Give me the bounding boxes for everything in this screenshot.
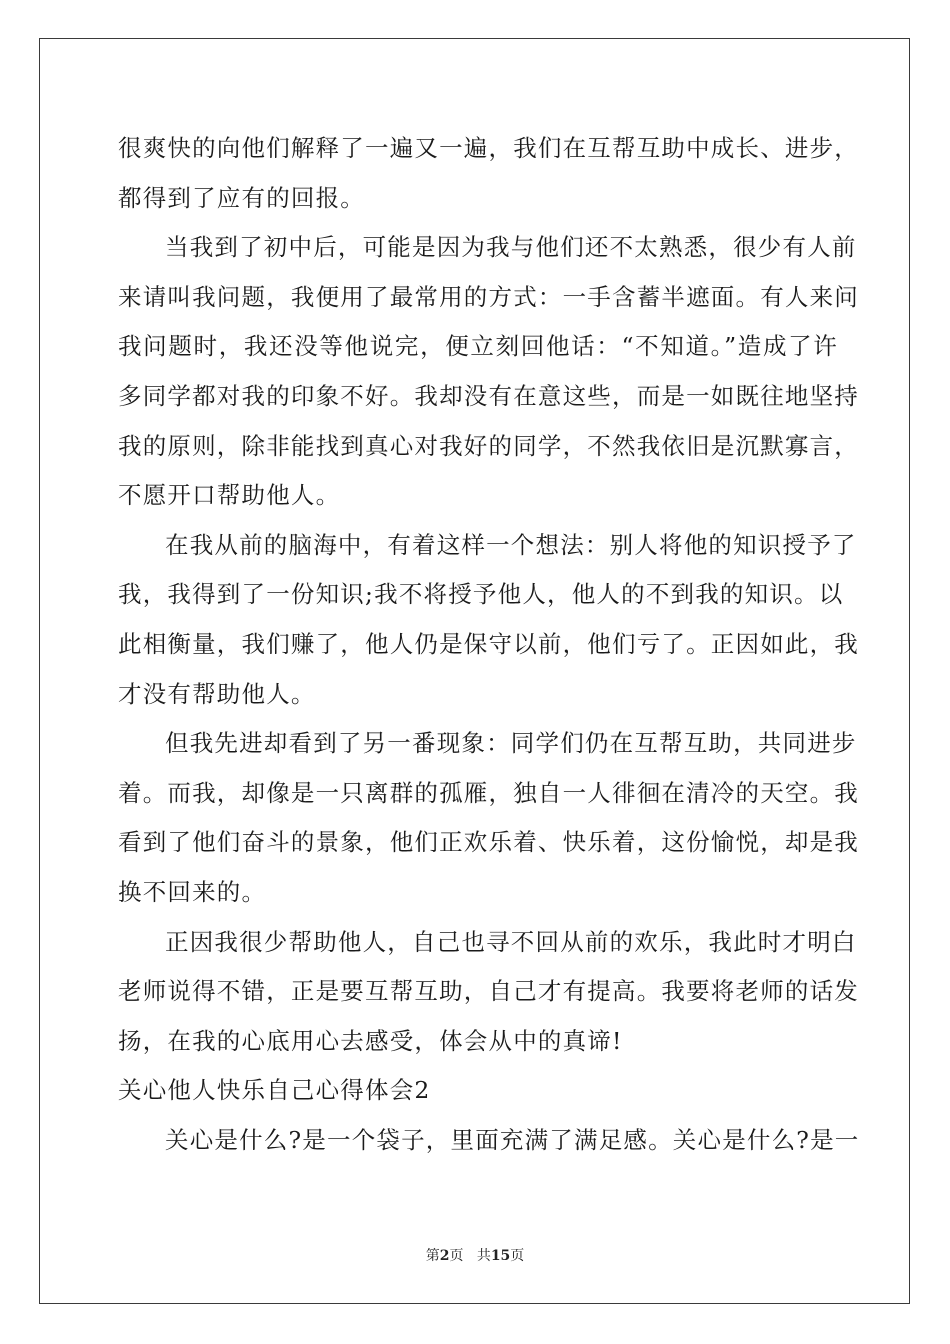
page-footer bbox=[0, 1247, 950, 1265]
text-line: 但我先进却看到了另一番现象：同学们仍在互帮互助，共同进步 bbox=[165, 729, 857, 758]
text-line: 换不回来的。 bbox=[118, 877, 267, 906]
footer-page-suffix: 页 bbox=[449, 1248, 464, 1264]
text-line: 在我从前的脑海中，有着这样一个想法：别人将他的知识授予了 bbox=[165, 530, 857, 559]
text-line: 当我到了初中后，可能是因为我与他们还不太熟悉，很少有人前 bbox=[165, 233, 857, 262]
text-line: 很爽快的向他们解释了一遍又一遍，我们在互帮互助中成长、进步， bbox=[118, 134, 859, 162]
text-line: 正因我很少帮助他人，自己也寻不回从前的欢乐，我此时才明白 bbox=[165, 927, 857, 956]
text-line: 此相衡量，我们赚了，他人仍是保守以前，他们亏了。正因如此，我 bbox=[118, 629, 859, 658]
total-page-count: 15 bbox=[490, 1248, 511, 1264]
current-page-number: 2 bbox=[439, 1248, 450, 1264]
text-line: 都得到了应有的回报。 bbox=[118, 183, 365, 212]
text-line: 关心是什么?是一个袋子，里面充满了满足感。关心是什么?是一 bbox=[165, 1125, 860, 1154]
text-line: 着。而我，却像是一只离群的孤雁，独自一人徘徊在清冷的天空。我 bbox=[118, 778, 859, 807]
text-line: 关心他人快乐自己心得体会2 bbox=[118, 1076, 431, 1105]
footer-prefix: 第 bbox=[425, 1248, 440, 1264]
footer-total-prefix: 共 bbox=[476, 1248, 491, 1264]
text-line: 我，我得到了一份知识;我不将授予他人，他人的不到我的知识。以 bbox=[118, 580, 844, 609]
text-line: 来请叫我问题，我便用了最常用的方式：一手含蓄半遮面。有人来问 bbox=[118, 282, 859, 311]
text-line: 看到了他们奋斗的景象，他们正欢乐着、快乐着，这份愉悦，却是我 bbox=[118, 828, 859, 857]
text-line: 老师说得不错，正是要互帮互助，自己才有提高。我要将老师的话发 bbox=[118, 977, 859, 1006]
text-line: 不愿开口帮助他人。 bbox=[118, 481, 341, 510]
document-body bbox=[118, 128, 860, 1169]
text-line: 扬，在我的心底用心去感受，体会从中的真谛! bbox=[118, 1026, 623, 1055]
text-line: 才没有帮助他人。 bbox=[118, 679, 316, 708]
footer-total-suffix: 页 bbox=[510, 1248, 525, 1264]
text-line: 我问题时，我还没等他说完，便立刻回他话：“不知道。”造成了许 bbox=[118, 332, 838, 361]
text-line: 多同学都对我的印象不好。我却没有在意这些，而是一如既往地坚持 bbox=[118, 381, 859, 410]
text-line: 我的原则，除非能找到真心对我好的同学，不然我依旧是沉默寡言， bbox=[118, 431, 859, 460]
